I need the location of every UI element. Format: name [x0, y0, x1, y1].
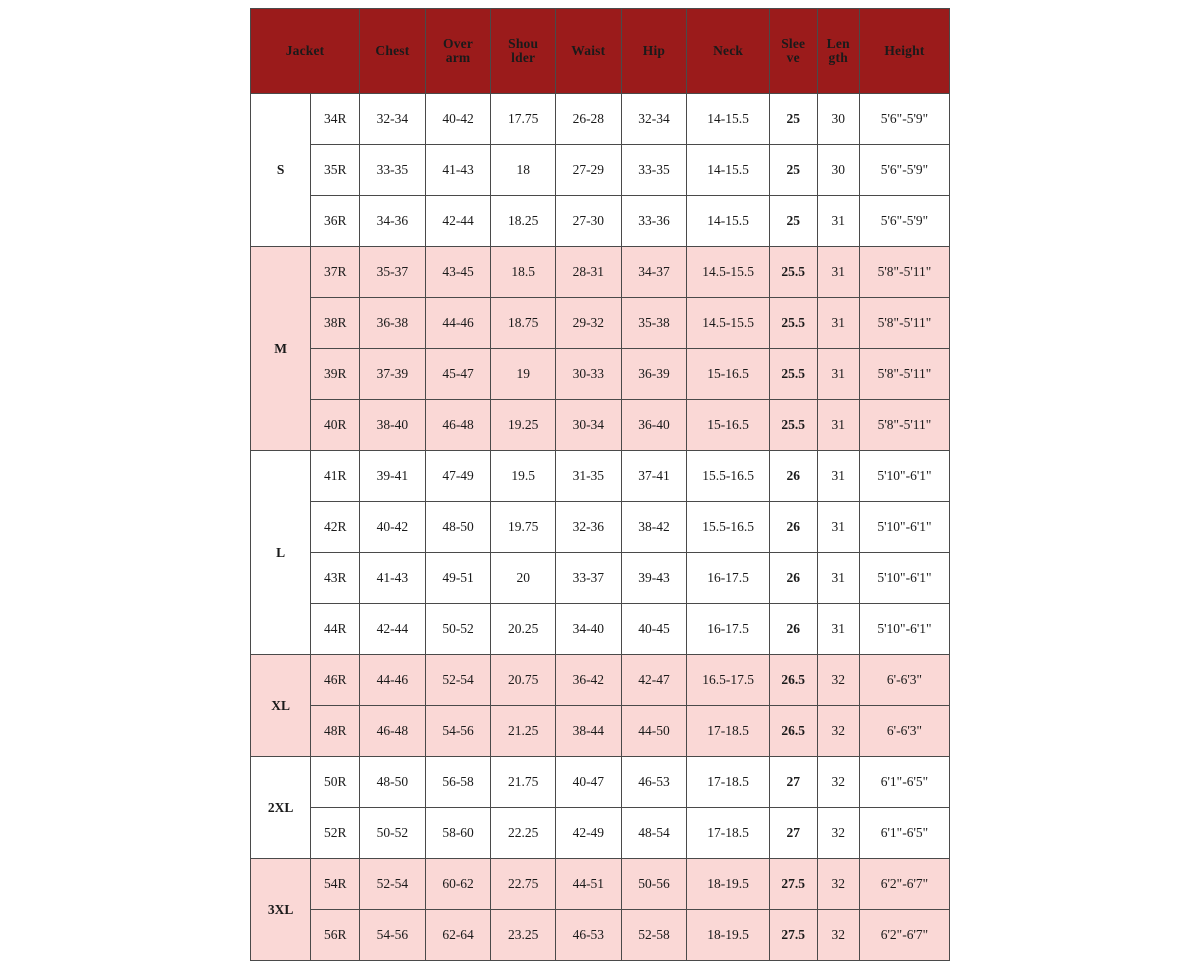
- cell-chest: 42-44: [360, 604, 426, 655]
- cell-chest: 48-50: [360, 757, 426, 808]
- cell-length: 31: [817, 451, 859, 502]
- table-row: [251, 553, 950, 604]
- cell-overarm: 58-60: [425, 808, 491, 859]
- cell-hip: 50-56: [621, 859, 687, 910]
- cell-height: 5'10"-6'1": [859, 604, 949, 655]
- cell-jacket-size: 44R: [311, 604, 360, 655]
- cell-length: 30: [817, 94, 859, 145]
- cell-jacket-size: 39R: [311, 349, 360, 400]
- cell-hip: 37-41: [621, 451, 687, 502]
- column-header-length-line2: gth: [828, 50, 848, 65]
- cell-length: 31: [817, 298, 859, 349]
- cell-sleeve: 26: [769, 451, 817, 502]
- column-header-length-line1: Len: [826, 35, 850, 51]
- cell-waist: 40-47: [555, 757, 621, 808]
- cell-hip: 46-53: [621, 757, 687, 808]
- cell-shoulder: 22.75: [491, 859, 556, 910]
- cell-overarm: 49-51: [425, 553, 491, 604]
- cell-neck: 14-15.5: [687, 94, 770, 145]
- cell-hip: 34-37: [621, 247, 687, 298]
- cell-jacket-size: 37R: [311, 247, 360, 298]
- table-row: [251, 859, 950, 910]
- column-header-sleeve-line1: Slee: [781, 35, 806, 51]
- cell-waist: 42-49: [555, 808, 621, 859]
- table-row: [251, 298, 950, 349]
- cell-waist: 36-42: [555, 655, 621, 706]
- cell-neck: 14-15.5: [687, 196, 770, 247]
- cell-chest: 37-39: [360, 349, 426, 400]
- cell-hip: 33-36: [621, 196, 687, 247]
- table-row: [251, 349, 950, 400]
- cell-height: 5'10"-6'1": [859, 451, 949, 502]
- cell-overarm: 62-64: [425, 910, 491, 961]
- table-row: [251, 706, 950, 757]
- column-header-overarm: [425, 9, 491, 94]
- table-row: [251, 808, 950, 859]
- cell-chest: 35-37: [360, 247, 426, 298]
- cell-neck: 14-15.5: [687, 145, 770, 196]
- cell-jacket-size: 36R: [311, 196, 360, 247]
- cell-length: 31: [817, 502, 859, 553]
- cell-chest: 46-48: [360, 706, 426, 757]
- table-row: [251, 910, 950, 961]
- cell-jacket-size: 35R: [311, 145, 360, 196]
- cell-hip: 32-34: [621, 94, 687, 145]
- column-header-shoulder: [491, 9, 556, 94]
- cell-sleeve: 27.5: [769, 910, 817, 961]
- cell-waist: 27-30: [555, 196, 621, 247]
- cell-waist: 27-29: [555, 145, 621, 196]
- column-header-sleeve-line2: ve: [786, 50, 800, 65]
- cell-neck: 16.5-17.5: [687, 655, 770, 706]
- cell-height: 6'-6'3": [859, 706, 949, 757]
- cell-height: 5'8"-5'11": [859, 247, 949, 298]
- cell-waist: 30-33: [555, 349, 621, 400]
- cell-overarm: 47-49: [425, 451, 491, 502]
- cell-height: 6'1"-6'5": [859, 757, 949, 808]
- cell-jacket-size: 46R: [311, 655, 360, 706]
- cell-waist: 29-32: [555, 298, 621, 349]
- cell-neck: 15.5-16.5: [687, 451, 770, 502]
- cell-sleeve: 27.5: [769, 859, 817, 910]
- cell-length: 31: [817, 604, 859, 655]
- cell-waist: 28-31: [555, 247, 621, 298]
- cell-jacket-size: 34R: [311, 94, 360, 145]
- cell-hip: 52-58: [621, 910, 687, 961]
- cell-overarm: 48-50: [425, 502, 491, 553]
- cell-neck: 15-16.5: [687, 400, 770, 451]
- cell-height: 5'10"-6'1": [859, 553, 949, 604]
- cell-height: 5'6"-5'9": [859, 94, 949, 145]
- column-header-overarm-line2: arm: [445, 50, 471, 65]
- cell-hip: 36-39: [621, 349, 687, 400]
- cell-overarm: 41-43: [425, 145, 491, 196]
- column-header-sleeve: [769, 9, 817, 94]
- cell-jacket-size: 48R: [311, 706, 360, 757]
- cell-waist: 32-36: [555, 502, 621, 553]
- cell-height: 5'8"-5'11": [859, 400, 949, 451]
- cell-chest: 34-36: [360, 196, 426, 247]
- cell-length: 32: [817, 655, 859, 706]
- table-row: [251, 196, 950, 247]
- cell-length: 30: [817, 145, 859, 196]
- cell-shoulder: 17.75: [491, 94, 556, 145]
- cell-height: 6'2"-6'7": [859, 910, 949, 961]
- cell-shoulder: 20: [491, 553, 556, 604]
- cell-sleeve: 25.5: [769, 400, 817, 451]
- cell-hip: 44-50: [621, 706, 687, 757]
- cell-shoulder: 19: [491, 349, 556, 400]
- cell-neck: 17-18.5: [687, 706, 770, 757]
- table-body: [251, 94, 950, 961]
- size-group-label: 2XL: [251, 757, 311, 859]
- cell-hip: 39-43: [621, 553, 687, 604]
- cell-jacket-size: 56R: [311, 910, 360, 961]
- cell-chest: 33-35: [360, 145, 426, 196]
- cell-shoulder: 18.5: [491, 247, 556, 298]
- cell-sleeve: 25.5: [769, 298, 817, 349]
- size-group-label: S: [251, 94, 311, 247]
- cell-jacket-size: 52R: [311, 808, 360, 859]
- cell-chest: 44-46: [360, 655, 426, 706]
- cell-height: 5'6"-5'9": [859, 145, 949, 196]
- cell-waist: 31-35: [555, 451, 621, 502]
- cell-height: 5'10"-6'1": [859, 502, 949, 553]
- table-row: [251, 502, 950, 553]
- cell-height: 6'-6'3": [859, 655, 949, 706]
- column-header-waist: Waist: [555, 9, 621, 94]
- cell-waist: 44-51: [555, 859, 621, 910]
- cell-length: 31: [817, 196, 859, 247]
- size-group-label: L: [251, 451, 311, 655]
- table-row: [251, 604, 950, 655]
- cell-hip: 38-42: [621, 502, 687, 553]
- cell-sleeve: 26: [769, 604, 817, 655]
- cell-waist: 33-37: [555, 553, 621, 604]
- column-header-neck: Neck: [687, 9, 770, 94]
- cell-hip: 42-47: [621, 655, 687, 706]
- cell-sleeve: 26: [769, 502, 817, 553]
- cell-shoulder: 21.75: [491, 757, 556, 808]
- cell-jacket-size: 42R: [311, 502, 360, 553]
- cell-sleeve: 27: [769, 808, 817, 859]
- cell-sleeve: 26: [769, 553, 817, 604]
- cell-sleeve: 25: [769, 94, 817, 145]
- cell-neck: 14.5-15.5: [687, 298, 770, 349]
- size-chart-table: [250, 8, 950, 961]
- table-row: [251, 400, 950, 451]
- cell-overarm: 54-56: [425, 706, 491, 757]
- table-row: [251, 655, 950, 706]
- cell-hip: 36-40: [621, 400, 687, 451]
- cell-shoulder: 22.25: [491, 808, 556, 859]
- cell-sleeve: 26.5: [769, 706, 817, 757]
- cell-overarm: 42-44: [425, 196, 491, 247]
- cell-shoulder: 21.25: [491, 706, 556, 757]
- cell-neck: 15.5-16.5: [687, 502, 770, 553]
- cell-overarm: 50-52: [425, 604, 491, 655]
- cell-overarm: 52-54: [425, 655, 491, 706]
- column-header-shoulder-line2: lder: [511, 50, 536, 65]
- cell-chest: 40-42: [360, 502, 426, 553]
- cell-length: 31: [817, 400, 859, 451]
- cell-chest: 38-40: [360, 400, 426, 451]
- size-group-label: 3XL: [251, 859, 311, 961]
- cell-chest: 32-34: [360, 94, 426, 145]
- table-row: [251, 451, 950, 502]
- cell-length: 32: [817, 859, 859, 910]
- column-header-height: Height: [859, 9, 949, 94]
- cell-neck: 15-16.5: [687, 349, 770, 400]
- cell-hip: 33-35: [621, 145, 687, 196]
- cell-neck: 16-17.5: [687, 604, 770, 655]
- cell-jacket-size: 54R: [311, 859, 360, 910]
- cell-sleeve: 25: [769, 145, 817, 196]
- cell-height: 5'8"-5'11": [859, 349, 949, 400]
- cell-sleeve: 25.5: [769, 349, 817, 400]
- cell-shoulder: 18: [491, 145, 556, 196]
- cell-overarm: 44-46: [425, 298, 491, 349]
- cell-overarm: 43-45: [425, 247, 491, 298]
- cell-neck: 17-18.5: [687, 808, 770, 859]
- table-row: [251, 145, 950, 196]
- column-header-hip: Hip: [621, 9, 687, 94]
- cell-chest: 54-56: [360, 910, 426, 961]
- cell-jacket-size: 41R: [311, 451, 360, 502]
- cell-neck: 16-17.5: [687, 553, 770, 604]
- cell-height: 5'8"-5'11": [859, 298, 949, 349]
- size-group-label: M: [251, 247, 311, 451]
- cell-shoulder: 20.75: [491, 655, 556, 706]
- cell-sleeve: 27: [769, 757, 817, 808]
- cell-shoulder: 18.75: [491, 298, 556, 349]
- cell-length: 31: [817, 247, 859, 298]
- cell-chest: 39-41: [360, 451, 426, 502]
- cell-waist: 34-40: [555, 604, 621, 655]
- cell-length: 32: [817, 706, 859, 757]
- cell-overarm: 45-47: [425, 349, 491, 400]
- column-header-length: [817, 9, 859, 94]
- cell-overarm: 40-42: [425, 94, 491, 145]
- cell-length: 31: [817, 349, 859, 400]
- cell-height: 6'1"-6'5": [859, 808, 949, 859]
- cell-length: 32: [817, 808, 859, 859]
- cell-waist: 26-28: [555, 94, 621, 145]
- cell-waist: 46-53: [555, 910, 621, 961]
- table-row: [251, 757, 950, 808]
- cell-chest: 50-52: [360, 808, 426, 859]
- cell-jacket-size: 43R: [311, 553, 360, 604]
- cell-hip: 48-54: [621, 808, 687, 859]
- size-group-label: XL: [251, 655, 311, 757]
- cell-shoulder: 19.25: [491, 400, 556, 451]
- cell-sleeve: 26.5: [769, 655, 817, 706]
- cell-length: 32: [817, 910, 859, 961]
- cell-chest: 36-38: [360, 298, 426, 349]
- cell-neck: 14.5-15.5: [687, 247, 770, 298]
- cell-height: 6'2"-6'7": [859, 859, 949, 910]
- cell-shoulder: 23.25: [491, 910, 556, 961]
- table-row: [251, 247, 950, 298]
- cell-overarm: 60-62: [425, 859, 491, 910]
- table-header: [251, 9, 950, 94]
- cell-overarm: 56-58: [425, 757, 491, 808]
- size-chart-container: [250, 8, 950, 961]
- cell-chest: 41-43: [360, 553, 426, 604]
- cell-shoulder: 19.5: [491, 451, 556, 502]
- cell-jacket-size: 40R: [311, 400, 360, 451]
- header-row: [251, 9, 950, 94]
- cell-waist: 30-34: [555, 400, 621, 451]
- cell-waist: 38-44: [555, 706, 621, 757]
- cell-overarm: 46-48: [425, 400, 491, 451]
- cell-sleeve: 25: [769, 196, 817, 247]
- cell-neck: 18-19.5: [687, 859, 770, 910]
- column-header-overarm-line1: Over: [443, 35, 474, 51]
- cell-sleeve: 25.5: [769, 247, 817, 298]
- cell-height: 5'6"-5'9": [859, 196, 949, 247]
- cell-hip: 40-45: [621, 604, 687, 655]
- cell-jacket-size: 38R: [311, 298, 360, 349]
- cell-chest: 52-54: [360, 859, 426, 910]
- cell-shoulder: 19.75: [491, 502, 556, 553]
- cell-hip: 35-38: [621, 298, 687, 349]
- column-header-shoulder-line1: Shou: [508, 35, 539, 51]
- cell-jacket-size: 50R: [311, 757, 360, 808]
- cell-length: 32: [817, 757, 859, 808]
- cell-neck: 17-18.5: [687, 757, 770, 808]
- table-row: [251, 94, 950, 145]
- cell-shoulder: 18.25: [491, 196, 556, 247]
- column-header-jacket: Jacket: [251, 9, 360, 94]
- column-header-chest: Chest: [360, 9, 426, 94]
- cell-length: 31: [817, 553, 859, 604]
- cell-neck: 18-19.5: [687, 910, 770, 961]
- cell-shoulder: 20.25: [491, 604, 556, 655]
